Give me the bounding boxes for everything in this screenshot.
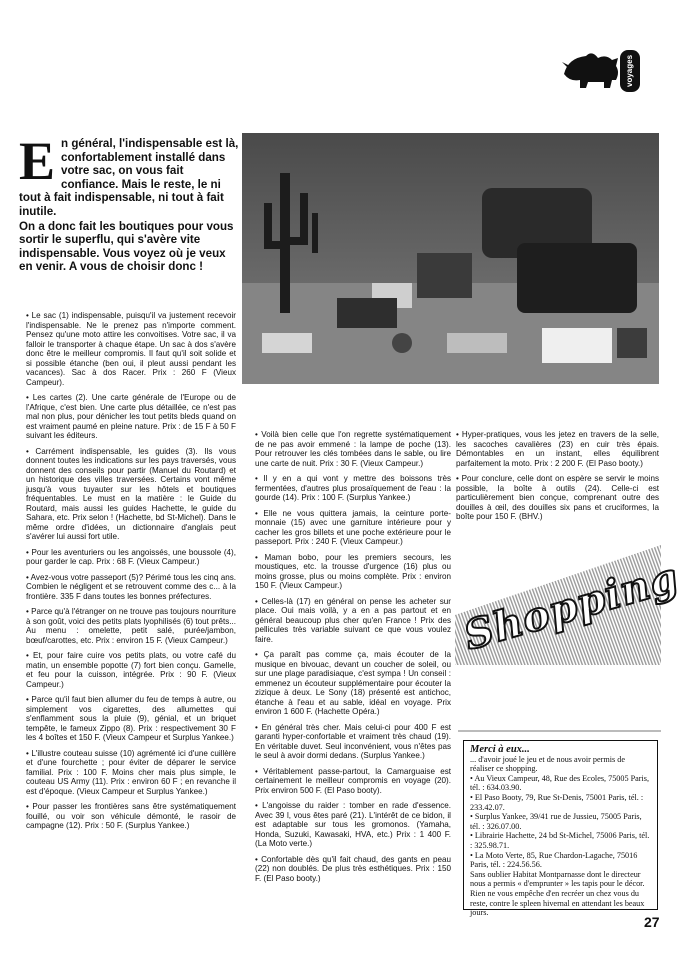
paragraph: • Confortable dès qu'il fait chaud, des gants en peau (22) non doublés. De plus très esthétiques. Prix : 150 F. (El Paso booty.) [255, 854, 451, 883]
paragraph: • Maman bobo, pour les premiers secours, les moustiques, etc. la trousse d'urgence (16) plus ou moins grosse, plus ou moins complète. Prix : environ 150 F. (Vieux Campeur.) [255, 552, 451, 590]
list-item: • Au Vieux Campeur, 48, Rue des Ecoles, 75005 Paris, tél. : 634.03.90. [470, 773, 650, 793]
paragraph: • Ça paraît pas comme ça, mais écouter de la musique en bivouac, devant un coucher de soleil, ou sur une plage paradisiaque, c'est sympa ! Un conseil : emmenez un écouteur supplémentaire pour écouter la zizique à deux. Le Sony (18) présenté est antichoc, étanche à l'eau et au sable, idéal en voyage. Prix environ 1 600 F. (Hachette Opéra.) [255, 650, 451, 716]
credits-box [463, 740, 658, 918]
paragraph: • Hyper-pratiques, vous les jetez en travers de la selle, les sacoches cavalières (23) en cuir très épais. Démontables en un instant, elles équilibrent parfaitement la moto. Prix : 2 200 F. (El Paso booty.) [456, 430, 659, 468]
paragraph: • Les cartes (2). Une carte générale de l'Europe ou de l'Afrique, c'est bien. Une carte plus détaillée, ce n'est pas mal non plus, pour dénicher les tout petits bleds quand on est vraiment paumé en pleine nature. Prix : de 15 F à 50 F suivant les éditeurs. [26, 393, 236, 440]
intro-block [19, 131, 239, 274]
paragraph: • Celles-là (17) en général on pense les acheter sur place. Oui mais voilà, y a en a pas partout et en général beaucoup plus cher qu'en France ! Prix des pellicules très variable suivant ce que vous voulez faire. [255, 596, 451, 644]
paragraph: • Le sac (1) indispensable, puisqu'il va justement recevoir l'indispensable. Ne le prenez pas n'importe comment. Pensez qu'une moto attire les convoitises. Votre sac, il va falloir le transporter à chaque étape. Un sac à dos s'avère donc être le meilleur compromis. Il faut qu'il soit solide et si possible étanche (ben oui, il pleut aussi pendant les vacances). Sac à dos Racer. Prix : 260 F (Vieux Campeur). [26, 311, 236, 387]
paragraph: • L'illustre couteau suisse (10) agrémenté ici d'une cuillère et d'une fourchette ; pour éviter de déparer le service familial. Prix : 100 F. Moins cher mais plus simple, le couteau US Army (11). Prix : environ 60 F ; en revanche il est d'époque. (Vieux Campeur et Surplus Yankee.) [26, 748, 236, 796]
paragraph: • Parce qu'à l'étranger on ne trouve pas toujours nourriture à son goût, voici des petits plats lyophilisés (6) tout prêts... Au menu : omelette, petit salé, purée/jambon, bœuf/carottes, etc. Prix : environ 15 F. (Vieux Campeur.) [26, 607, 236, 645]
shopping-banner [455, 545, 685, 665]
paragraph: • Pour les aventuriers ou les angoissés, une boussole (4), pour garder le cap. Prix : 68 F. (Vieux Campeur.) [26, 547, 236, 566]
list-item: • El Paso Booty, 79, Rue St-Denis, 75001 Paris, tél. : 233.42.07. [470, 792, 644, 812]
paragraph: • Avez-vous votre passeport (5)? Périmé tous les cinq ans. Combien le négligent et se retrouvent comme des c... à la frontière. 335 F dans toutes les bonnes préfectures. [26, 572, 236, 601]
paragraph: • Véritablement passe-partout, la Camarguaise est certainement le meilleur compromis en voyage (20). Prix environ 500 F. (El Paso booty). [255, 766, 451, 795]
product-photo [242, 133, 659, 384]
paragraph: • Pour conclure, celle dont on espère se servir le moins possible, la boîte à outils (24). Celle-ci est particulièrement bien conçue, comprenant outre des douilles à œil, des douilles six pans et cruciformes, la boîte pour 150 F. (BHV.) [456, 474, 659, 521]
divider [458, 730, 661, 732]
article-column-2 [255, 430, 451, 889]
paragraph: • Parce qu'il faut bien allumer du feu de temps à autre, ou simplement vos cigarettes, des allumettes qui s'enflamment sous la pluie (9), génial, et un briquet tempête, le fameux Zippo (8). Prix : respectivement 30 F les 4 boîtes et 150 F. (Vieux Campeur et Surplus Yankee.) [26, 695, 236, 742]
article-column-1 [26, 311, 236, 837]
credits-outro: Sans oublier Habitat Montparnasse dont le directeur nous a permis « d'emprunter » les tapis pour le décor. Rien ne vous empêche d'en recréer un chez vous du reste, contre le spleen hivernal en attendant les beaux jours. [470, 869, 645, 918]
paragraph: • L'angoisse du raider : tomber en rade d'essence. Avec 39 l, vous êtes paré (21). L'intérêt de ce bidon, il est adaptable sur tous les gromonos. (Yamaha, Honda, Suzuki, Kawasaki, HVA, etc.) Prix : 1 400 F. (La Moto verte.) [255, 801, 451, 848]
credits-intro: ... d'avoir joué le jeu et de nous avoir permis de réaliser ce shopping. [470, 754, 625, 774]
paragraph: • Carrément indispensable, les guides (3). Ils vous donnent toutes les indications sur les pays traversés, vous donnent des conseils pour partir (Manuel du Routard) et un historique des villes traversées. Certains vont même jusqu'à vous tuyauter sur les hôtels et boutiques fréquentables. Le must en la matière : le Guide du Routard, mais aussi les guides Hachette, le guide du Sahara, etc. Prix selon ! (Hachette, bd St-Michel). Dans le même ordre d'idées, un dictionnaire d'anglais peut s'avérer lui aussi fort utile. [26, 446, 236, 541]
paragraph: • Et, pour faire cuire vos petits plats, ou votre café du matin, un ensemble popotte (7) fort bien conçu. Gamelle, et feu pour la cuisson, intégrée. Prix : 90 F. (Vieux Campeur.) [26, 651, 236, 689]
shop-list [470, 774, 651, 870]
logo-text: voyages [625, 54, 634, 88]
list-item: • Librairie Hachette, 24 bd St-Michel, 75006 Paris, tél. : 325.98.71. [470, 831, 650, 850]
page-number: 27 [644, 914, 660, 930]
paragraph: • En général très cher. Mais celui-ci pour 400 F est garanti hyper-confortable et vraiment très chaud (19). En véritable duvet. Seul inconvénient, vous n'êtes pas le seul à avoir dormi dedans. (Surplus Yankee.) [255, 722, 451, 760]
paragraph: • Il y en a qui vont y mettre des boissons très fermentées, d'autres plus prosaïquement de l'eau : la gourde (14). Prix : 100 F. (Surplus Yankee.) [255, 474, 451, 502]
rhino-logo [562, 48, 642, 94]
list-item: • La Moto Verte, 85, Rue Chardon-Lagache, 75016 Paris, tél. : 224.56.56. [470, 850, 638, 870]
paragraph: • Pour passer les frontières sans être systématiquement fouillé, ou voir son véhicule démonté, le rasoir de campagne (12). Prix : 50 F. (Surplus Yankee.) [26, 802, 236, 830]
article-column-3 [456, 430, 659, 528]
intro-text: n général, l'indispensable est là, confortablement installé dans votre sac, on vous fait confiance. Mais le reste, le ni tout à fait indispensable, ni tout à fait inutile. [19, 137, 239, 218]
paragraph: • Voilà bien celle que l'on regrette systématiquement de ne pas avoir emmené : la lampe de poche (13). Pour retrouver les clés tombées dans le sable, ou lire une carte de nuit. Prix : 30 F. (Vieux Campeur.) [255, 430, 451, 468]
shopping-title: Shopping [458, 553, 685, 660]
list-item: • Surplus Yankee, 39/41 rue de Jussieu, 75005 Paris, tél. : 326.07.00. [470, 812, 642, 831]
credits-title: Merci à eux... [470, 744, 530, 755]
drop-cap: E [19, 131, 56, 191]
paragraph: • Elle ne vous quittera jamais, la ceinture porte-monnaie (15) avec une garniture intérieure pour y cacher les gros billets et une poche extérieure pour le passeport. Prix : 240 F. (Vieux Campeur.) [255, 508, 451, 546]
intro-text-2: On a donc fait les boutiques pour vous sortir le superflu, qui s'avère vite indispensable. Vous voyez où je veux en venir. A vous de choisir donc ! [19, 219, 234, 274]
